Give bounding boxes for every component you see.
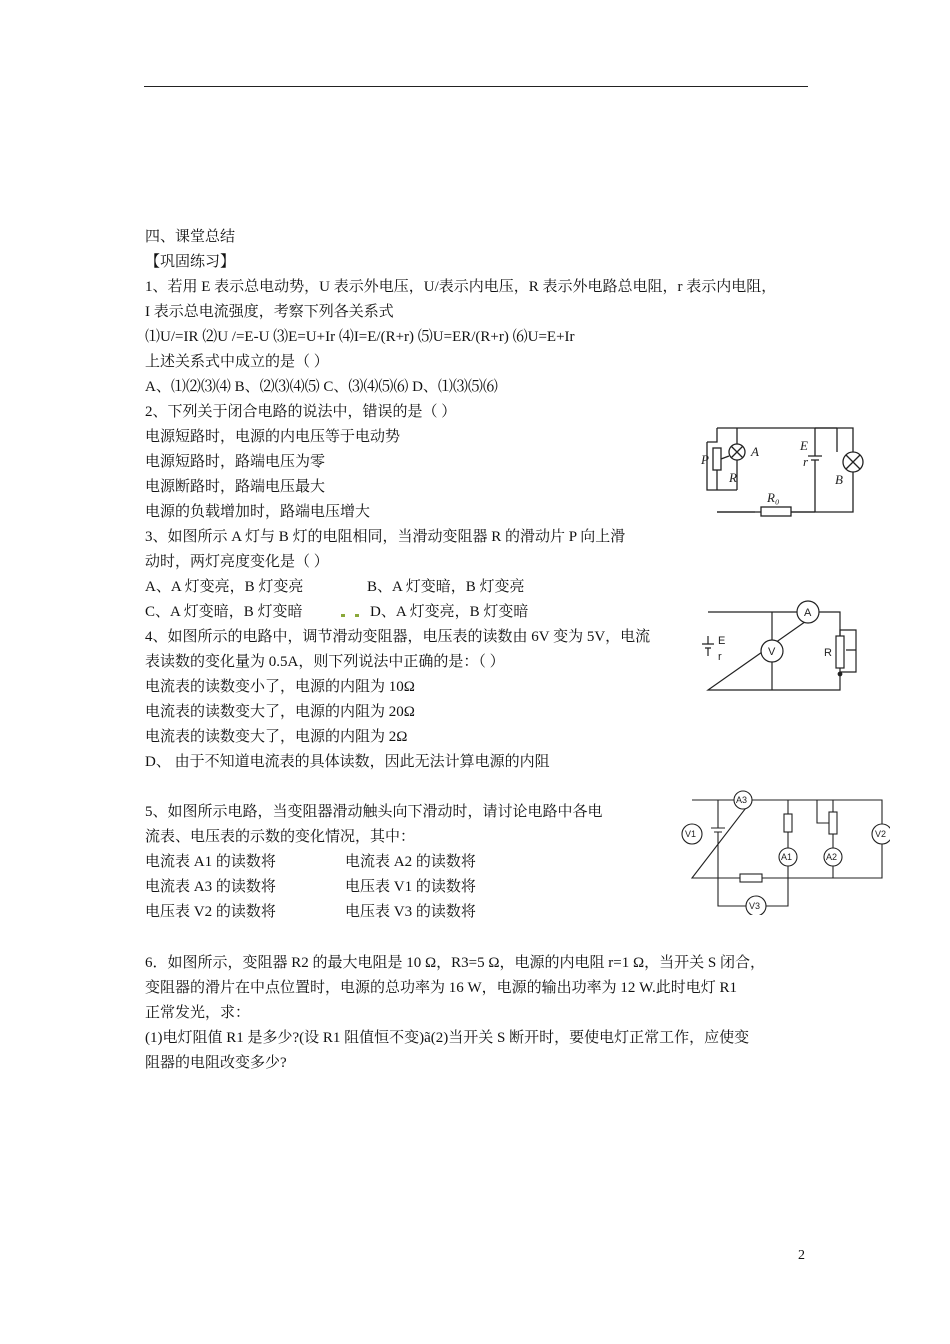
- q2-item: 电源短路时，路端电压为零: [145, 454, 326, 470]
- q1-options: A、⑴⑵⑶⑷ B、⑵⑶⑷⑸ C、⑶⑷⑸⑹ D、⑴⑶⑸⑹: [145, 379, 498, 395]
- section-title: 四、课堂总结: [145, 229, 236, 245]
- q3-option-a: A、A 灯变亮，B 灯变亮: [145, 579, 304, 595]
- circuit-figure-q5: [680, 790, 890, 915]
- circuit-figure-q4: [700, 600, 865, 695]
- q4-item: D、 由于不知道电流表的具体读数，因此无法计算电源的内阻: [145, 754, 550, 770]
- q6-line5: 阻器的电阻改变多少?: [145, 1055, 287, 1071]
- fig3-label-p: P: [701, 452, 709, 467]
- fig4-label-r: R: [824, 647, 832, 659]
- q3-option-c: C、A 灯变暗，B 灯变暗: [145, 604, 303, 620]
- fig5-label-v3: V3: [749, 901, 761, 911]
- q6-line3: 正常发光，求：: [145, 1005, 251, 1021]
- q4-line2: 表读数的变化量为 0.5A，则下列说法中正确的是：（ ）: [145, 654, 505, 670]
- q3-line2: 动时，两灯亮度变化是（ ）: [145, 554, 329, 570]
- q4-item: 电流表的读数变大了，电源的内阻为 20Ω: [145, 704, 415, 720]
- q4-item: 电流表的读数变大了，电源的内阻为 2Ω: [145, 729, 408, 745]
- header-rule: [144, 86, 808, 87]
- fig3-label-r0: R₀: [767, 490, 780, 505]
- fig3-label-e: E: [800, 438, 808, 453]
- page-number: 2: [798, 1248, 805, 1263]
- fig3-label-r-small: r: [803, 454, 809, 469]
- q6-line4: (1)电灯阻值 R1 是多少?(设 R1 阻值恒不变)ã(2)当开关 S 断开时，要使电灯正常工作，应使变: [145, 1030, 750, 1046]
- q2-item: 电源的负载增加时，路端电压增大: [145, 504, 371, 520]
- ink-speck: [355, 614, 359, 617]
- q5-a2: 电流表 A2 的读数将: [345, 854, 476, 870]
- q5-line2: 流表、电压表的示数的变化情况，其中：: [145, 829, 416, 845]
- q4-item: 电流表的读数变小了，电源的内阻为 10Ω: [145, 679, 415, 695]
- fig5-label-a2: A2: [826, 852, 838, 862]
- fig5-label-a1: A1: [781, 852, 793, 862]
- q1-formulas: ⑴U/=IR ⑵U /=E-U ⑶E=U+Ir ⑷I=E/(R+r) ⑸U=ER/(R+r) ⑹U=E+Ir: [145, 329, 575, 345]
- fig4-label-a: A: [804, 607, 812, 619]
- q3-line1: 3、如图所示 A 灯与 B 灯的电阻相同，当滑动变阻器 R 的滑动片 P 向上滑: [145, 529, 626, 545]
- fig4-label-v: V: [768, 646, 776, 658]
- q5-v1: 电压表 V1 的读数将: [345, 879, 476, 895]
- fig3-label-a: A: [751, 444, 759, 459]
- q1-ask: 上述关系式中成立的是（ ）: [145, 354, 329, 370]
- q5-a1: 电流表 A1 的读数将: [145, 854, 276, 870]
- fig5-label-v1: V1: [685, 829, 697, 839]
- q2-stem: 2、下列关于闭合电路的说法中，错误的是（ ）: [145, 404, 457, 420]
- q6-line1: 6．如图所示，变阻器 R2 的最大电阻是 10 Ω，R3=5 Ω，电源的内电阻 r=1 Ω，当开关 S 闭合，: [145, 955, 765, 971]
- q3-option-b: B、A 灯变暗，B 灯变亮: [367, 579, 525, 595]
- fig4-label-r-small: r: [718, 651, 722, 663]
- q5-a3: 电流表 A3 的读数将: [145, 879, 276, 895]
- q2-item: 电源断路时，路端电压最大: [145, 479, 326, 495]
- q2-item: 电源短路时，电源的内电压等于电动势: [145, 429, 401, 445]
- fig5-label-a3: A3: [736, 795, 748, 805]
- ink-speck: [341, 614, 345, 617]
- q6-line2: 变阻器的滑片在中点位置时，电源的总功率为 16 W，电源的输出功率为 12 W.此时电灯 R1: [145, 980, 737, 996]
- fig4-label-e: E: [718, 635, 726, 647]
- q1-line1: 1、若用 E 表示总电动势，U 表示外电压，U/表示内电压，R 表示外电路总电阻，r 表示内电阻，: [145, 279, 777, 295]
- q1-line2: I 表示总电流强度，考察下列各关系式: [145, 304, 394, 320]
- circuit-figure-q3: [695, 422, 870, 522]
- q5-line1: 5、如图所示电路，当变阻器滑动触头向下滑动时，请讨论电路中各电: [145, 804, 603, 820]
- practice-header: 【巩固练习】: [145, 254, 236, 270]
- q4-line1: 4、如图所示的电路中，调节滑动变阻器，电压表的读数由 6V 变为 5V，电流: [145, 629, 651, 645]
- fig3-label-r: R: [729, 470, 737, 485]
- q5-v3: 电压表 V3 的读数将: [345, 904, 476, 920]
- fig3-label-b: B: [835, 472, 843, 487]
- q3-option-d: D、A 灯变亮，B 灯变暗: [370, 604, 529, 620]
- fig5-label-v2: V2: [875, 829, 887, 839]
- q5-v2: 电压表 V2 的读数将: [145, 904, 276, 920]
